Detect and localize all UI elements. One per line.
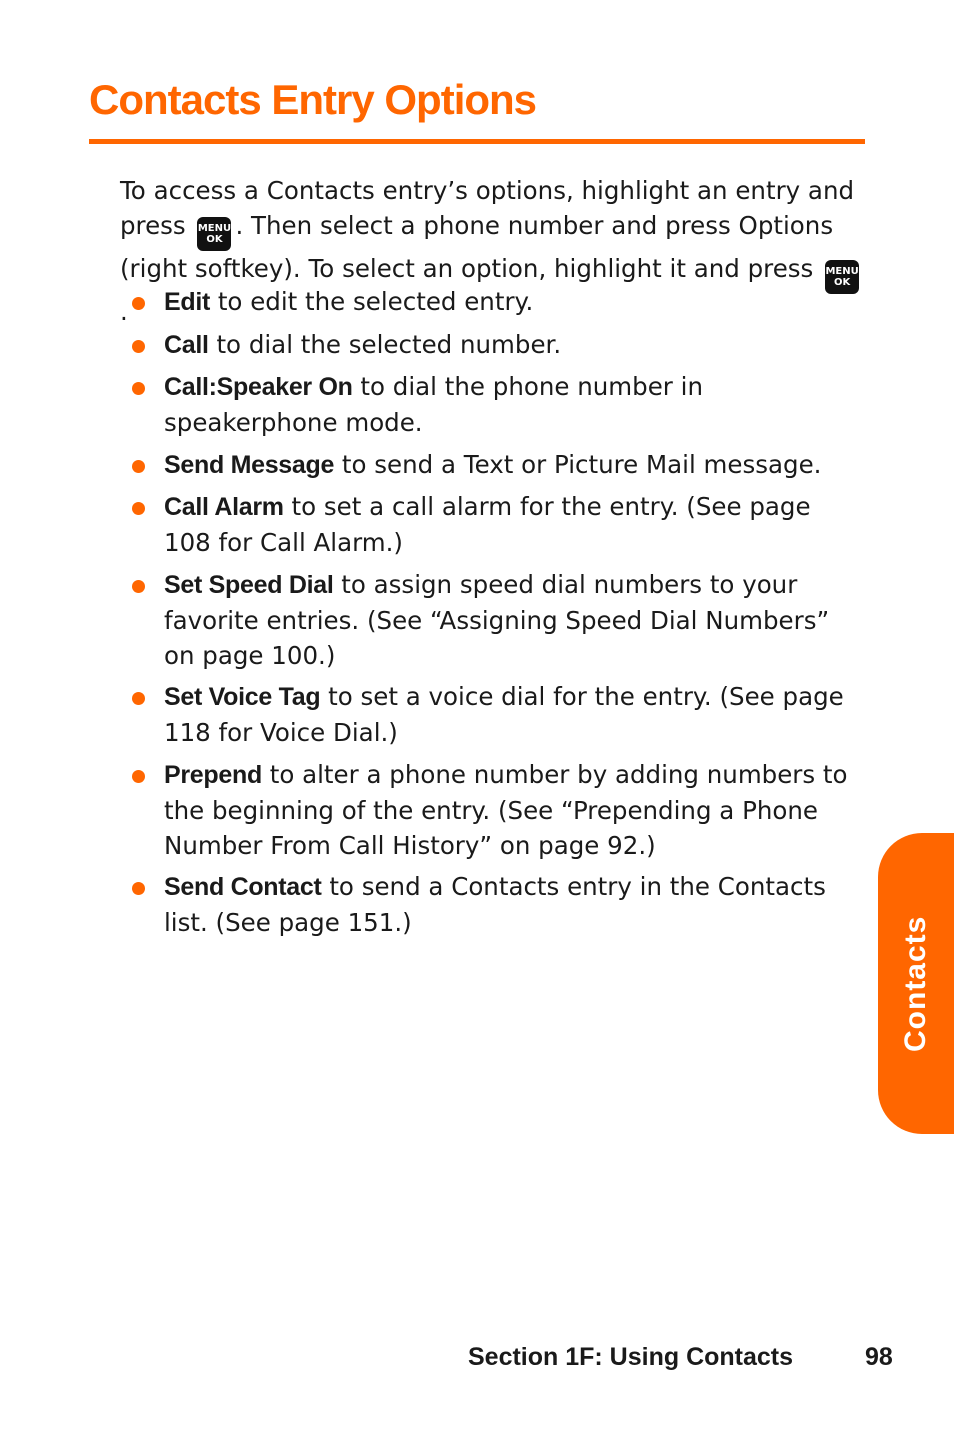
option-term: Call Alarm bbox=[164, 493, 284, 521]
section-side-tab bbox=[878, 833, 954, 1134]
key-icon-line-1: MENU bbox=[197, 223, 232, 234]
list-item-send-message bbox=[120, 447, 865, 483]
page-title: Contacts Entry Options bbox=[89, 76, 537, 123]
bullet-icon bbox=[132, 882, 145, 895]
option-term: Call bbox=[164, 330, 209, 359]
title-rule bbox=[89, 139, 865, 144]
list-item-prepend bbox=[120, 757, 865, 863]
bullet-icon bbox=[132, 502, 145, 515]
option-description: to dial the phone number in speakerphone mode. bbox=[164, 372, 703, 437]
menu-ok-key-icon bbox=[197, 217, 231, 251]
list-item-call-alarm bbox=[120, 489, 865, 560]
intro-text-2: . Then select a phone number and press Options (right softkey). To select an option, highlight it and press bbox=[120, 211, 834, 283]
option-description: to send a Text or Picture Mail message. bbox=[334, 449, 822, 479]
option-description: to send a Contacts entry in the Contacts list. (See page 151.) bbox=[164, 872, 826, 937]
option-term: Prepend bbox=[164, 760, 262, 789]
list-item-edit bbox=[120, 284, 865, 320]
list-item-set-voice-tag bbox=[120, 679, 865, 750]
key-icon-line-1: MENU bbox=[825, 266, 859, 277]
list-item-send-contact bbox=[120, 869, 865, 940]
option-description: to dial the selected number. bbox=[208, 329, 562, 359]
page-number: 98 bbox=[865, 1343, 893, 1371]
list-item-call-speaker-on bbox=[120, 369, 865, 440]
bullet-icon bbox=[132, 580, 145, 593]
bullet-icon bbox=[132, 297, 145, 310]
option-term: Send Contact bbox=[164, 873, 322, 901]
option-description: to set a voice dial for the entry. (See page 118 for Voice Dial.) bbox=[164, 682, 844, 747]
key-icon-line-2: OK bbox=[206, 234, 223, 245]
bullet-icon bbox=[132, 770, 145, 783]
option-description: to assign speed dial numbers to your favorite entries. (See “Assigning Speed Dial Numbers” on page 100.) bbox=[164, 569, 830, 670]
option-term: Set Voice Tag bbox=[164, 683, 321, 711]
option-description: to alter a phone number by adding numbers to the beginning of the entry. (See “Prepending a Phone Number From Call History” on page 92.) bbox=[164, 759, 848, 860]
list-item-call bbox=[120, 327, 865, 363]
option-term: Set Speed Dial bbox=[164, 570, 334, 599]
option-description: to set a call alarm for the entry. (See page 108 for Call Alarm.) bbox=[164, 492, 811, 557]
intro-text-1: To access a Contacts entry’s options, highlight an entry and press bbox=[120, 176, 855, 240]
option-term: Call:Speaker On bbox=[164, 373, 353, 401]
list-item-set-speed-dial bbox=[120, 567, 865, 673]
options-list bbox=[120, 284, 865, 947]
option-term: Send Message bbox=[164, 450, 335, 479]
option-term: Edit bbox=[164, 288, 211, 316]
footer-section-title: Section 1F: Using Contacts bbox=[468, 1343, 794, 1371]
key-icon-line-2: OK bbox=[833, 277, 851, 288]
option-description: to edit the selected entry. bbox=[210, 287, 534, 316]
bullet-icon bbox=[132, 382, 145, 395]
intro-text-3: . bbox=[120, 297, 128, 326]
bullet-icon bbox=[132, 460, 145, 473]
bullet-icon bbox=[132, 692, 145, 705]
bullet-icon bbox=[132, 340, 145, 353]
side-tab-label: Contacts bbox=[899, 915, 932, 1052]
